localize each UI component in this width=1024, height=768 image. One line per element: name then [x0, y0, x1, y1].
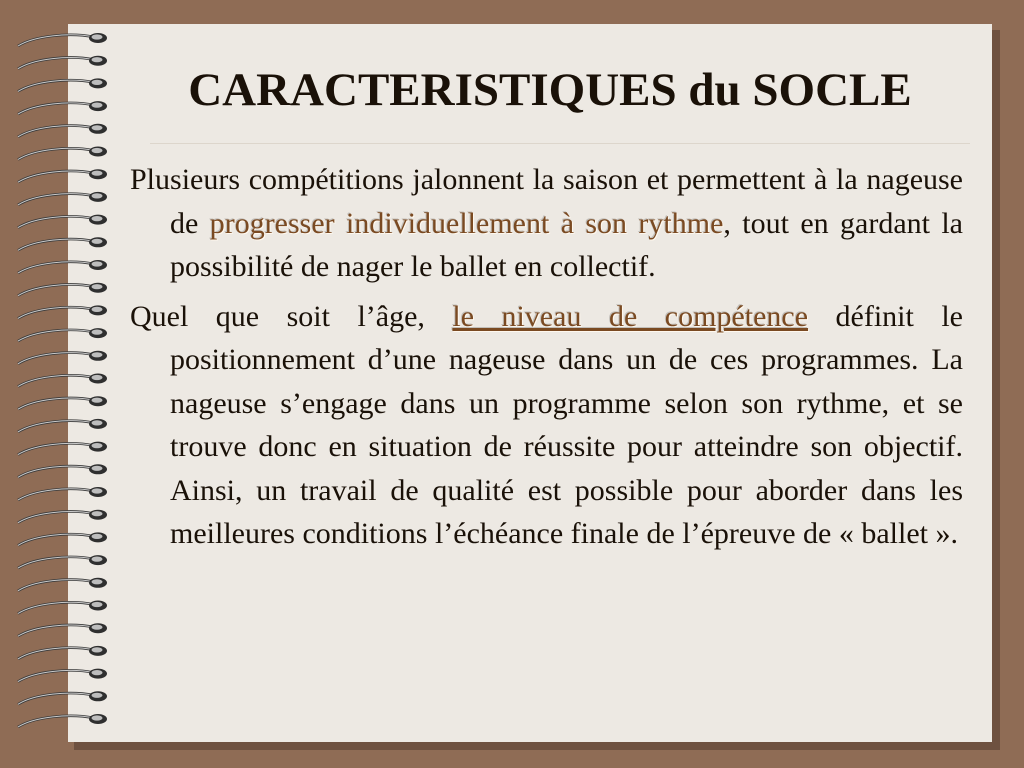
- paragraph-2: [130, 295, 963, 556]
- paragraph-1-text-before: Plusieurs compétitions jalonnent la saison et permettent à la nageuse de: [130, 163, 963, 240]
- paragraph-2-text-after: définit le positionnement d’une nageuse dans un de ces programmes. La nageuse s’engage dans un programme selon son rythme, et se trouve donc en situation de réussite pour atteindre son objectif. Ainsi, un travail de qualité est possible pour aborder dans les meilleures conditions l’échéance finale de l’épreuve de « ballet ».: [170, 299, 963, 550]
- paragraph-2-text-before: Quel que soit l’âge,: [130, 299, 453, 333]
- spiral-binding: [14, 30, 114, 742]
- paragraph-1: [130, 158, 963, 289]
- paragraph-1-highlight: progresser individuellement à son rythme: [209, 206, 724, 240]
- title-divider: [150, 143, 970, 144]
- slide-body: [130, 158, 963, 562]
- competence-link[interactable]: le niveau de compétence: [452, 299, 809, 333]
- slide-title: CARACTERISTIQUES du SOCLE: [188, 64, 912, 116]
- paragraph-1-text-after: , tout en gardant la possibilité de nager le ballet en collectif.: [170, 206, 963, 283]
